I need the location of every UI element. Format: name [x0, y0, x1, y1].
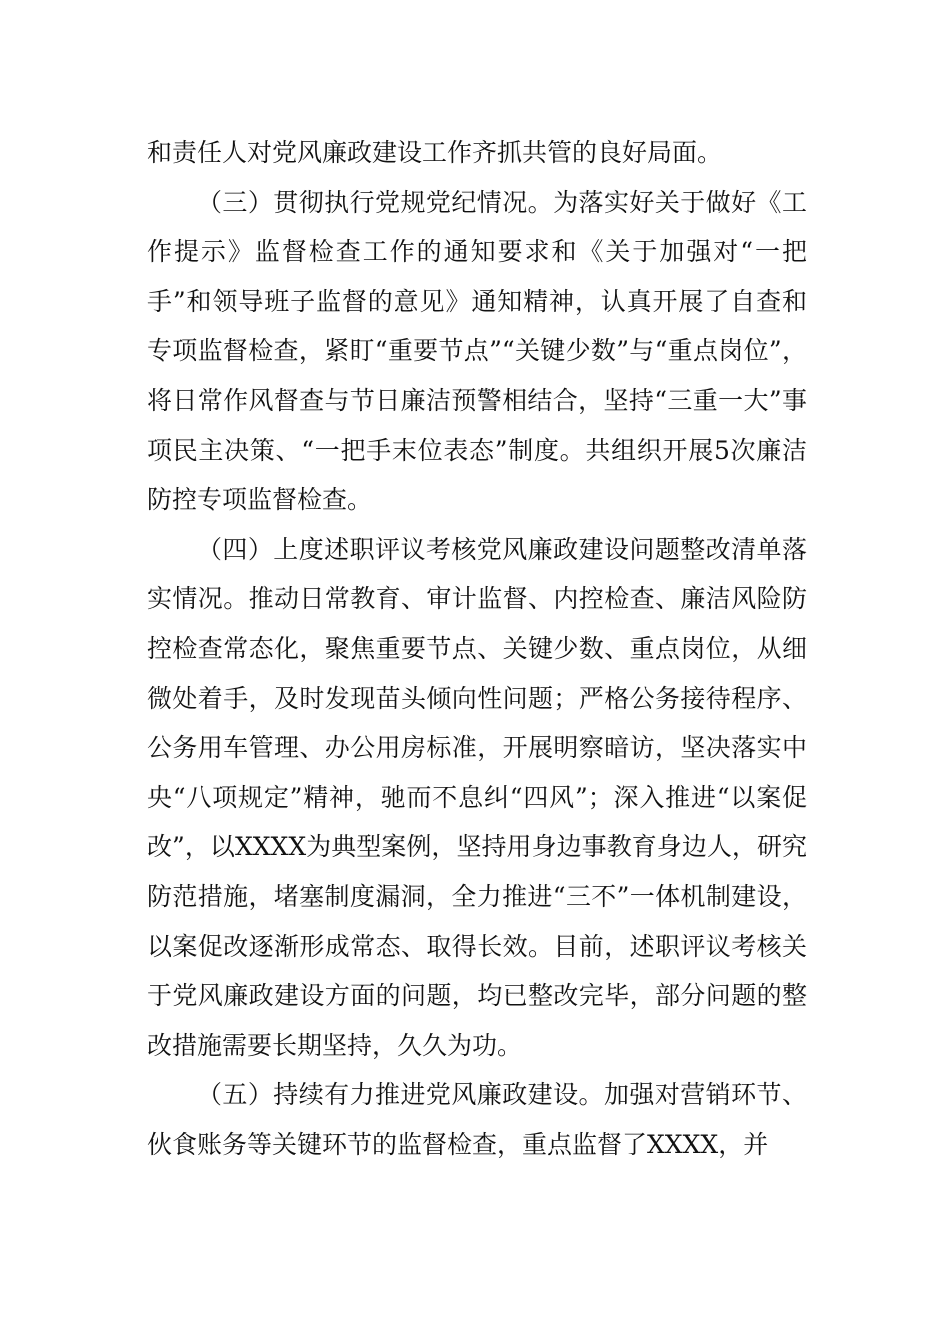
paragraph-continuation: 和责任人对党风廉政建设工作齐抓共管的良好局面。	[147, 138, 723, 167]
paragraph-section-5: （五）持续有力推进党风廉政建设。加强对营销环节、伙食账务等关键环节的监督检查，重点监督了XXXX，并	[147, 1080, 807, 1159]
paragraph-section-4: （四）上度述职评议考核党风廉政建设问题整改清单落实情况。推动日常教育、审计监督、内控检查、廉洁风险防控检查常态化，聚焦重要节点、关键少数、重点岗位，从细微处着手，及时发现苗头倾向性问题；严格公务接待程序、公务用车管理、办公用房标准，开展明察暗访，坚决落实中央“八项规定”精神，驰而不息纠“四风”；深入推进“以案促改”，以XXXX为典型案例，坚持用身边事教育身边人，研究防范措施，堵塞制度漏洞，全力推进“三不”一体机制建设，以案促改逐渐形成常态、取得长效。目前，述职评议考核关于党风廉政建设方面的问题，均已整改完毕，部分问题的整改措施需要长期坚持，久久为功。	[147, 534, 807, 1060]
paragraph-section-3: （三）贯彻执行党规党纪情况。为落实好关于做好《工作提示》监督检查工作的通知要求和《关于加强对“一把手”和领导班子监督的意见》通知精神，认真开展了自查和专项监督检查，紧盯“重要节点”“关键少数”与“重点岗位”，将日常作风督查与节日廉洁预警相结合，坚持“三重一大”事项民主决策、“一把手末位表态”制度。共组织开展5次廉洁防控专项监督检查。	[147, 187, 807, 515]
document-body	[147, 128, 807, 1169]
